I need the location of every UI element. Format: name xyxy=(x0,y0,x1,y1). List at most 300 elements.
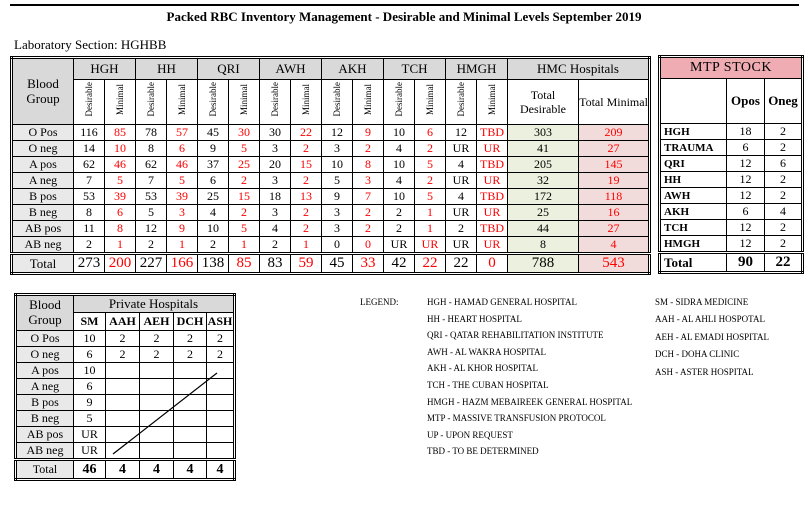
hospital-value: 4 xyxy=(207,460,235,480)
oneg-value: 22 xyxy=(765,253,803,273)
minimal-value: UR xyxy=(477,141,508,157)
minimal-value: UR xyxy=(477,173,508,189)
oneg-value: 2 xyxy=(765,188,803,204)
mtp-row-label: TCH xyxy=(660,220,727,236)
minimal-value: 7 xyxy=(353,189,384,205)
mtp-total-row xyxy=(660,253,803,273)
minimal-value: 46 xyxy=(167,157,198,173)
desirable-header-cell xyxy=(322,80,353,125)
hospital-value xyxy=(207,379,235,395)
minimal-value: 2 xyxy=(353,205,384,221)
minimal-value: 2 xyxy=(229,173,260,189)
minimal-value: 5 xyxy=(415,157,446,173)
total-minimal-value: 4 xyxy=(579,237,650,254)
blood-group-label: B pos xyxy=(16,395,74,411)
total-desirable-value: 303 xyxy=(508,125,579,141)
desirable-value: 10 xyxy=(384,189,415,205)
desirable-value: 116 xyxy=(74,125,105,141)
desirable-value: 14 xyxy=(74,141,105,157)
private-column-header-aeh: AEH xyxy=(140,313,174,331)
hospital-header-akh: AKH xyxy=(322,58,384,80)
minimal-value: 2 xyxy=(353,221,384,237)
desirable-value: 20 xyxy=(260,157,291,173)
hospital-value: 2 xyxy=(207,347,235,363)
mtp-row-label: Total xyxy=(660,253,727,273)
minimal-value: 1 xyxy=(229,237,260,254)
legend-item: QRI - QATAR REHABILITATION INSTITUTE xyxy=(427,330,604,341)
minimal-header: Minimal xyxy=(363,84,373,115)
legend-item: HGH - HAMAD GENERAL HOSPITAL xyxy=(427,297,577,307)
total-desirable-value: 32 xyxy=(508,173,579,189)
desirable-value: 10 xyxy=(384,157,415,173)
blood-group-label: O Pos xyxy=(16,331,74,347)
minimal-value: TBD xyxy=(477,221,508,237)
minimal-header-cell xyxy=(105,80,136,125)
total-minimal-value: 118 xyxy=(579,189,650,205)
table-row xyxy=(12,141,650,157)
desirable-value: 10 xyxy=(322,157,353,173)
desirable-value: 7 xyxy=(136,173,167,189)
desirable-header-cell xyxy=(260,80,291,125)
blood-group-label: B neg xyxy=(16,411,74,427)
hospital-value: 2 xyxy=(106,331,140,347)
legend-item: HH - HEART HOSPITAL xyxy=(427,313,522,324)
minimal-value: 39 xyxy=(105,189,136,205)
private-row xyxy=(16,379,235,395)
minimal-value: 2 xyxy=(291,141,322,157)
desirable-header-cell xyxy=(384,80,415,125)
minimal-value: 1 xyxy=(167,237,198,254)
mtp-row-label: AWH xyxy=(660,188,727,204)
desirable-value: 22 xyxy=(446,254,477,274)
desirable-header: Desirable xyxy=(394,82,404,117)
table-row xyxy=(12,237,650,254)
oneg-value: 4 xyxy=(765,204,803,220)
blood-group-label: O Pos xyxy=(12,125,74,141)
minimal-value: 5 xyxy=(229,221,260,237)
minimal-value: 9 xyxy=(353,125,384,141)
minimal-header: Minimal xyxy=(487,84,497,115)
hospital-value xyxy=(207,363,235,379)
minimal-header-cell xyxy=(415,80,446,125)
minimal-value: 3 xyxy=(353,173,384,189)
hospital-value: 4 xyxy=(174,460,207,480)
oneg-column-header: Oneg xyxy=(765,79,803,124)
minimal-value: 22 xyxy=(415,254,446,274)
opos-value: 12 xyxy=(727,188,765,204)
hospital-value xyxy=(140,363,174,379)
total-desirable-value: 41 xyxy=(508,141,579,157)
desirable-value: 5 xyxy=(322,173,353,189)
legend-item: AWH - AL WAKRA HOSPITAL xyxy=(427,346,547,357)
table-row xyxy=(12,189,650,205)
hospital-header-hmgh: HMGH xyxy=(446,58,508,80)
minimal-value: 8 xyxy=(353,157,384,173)
blood-group-label: B pos xyxy=(12,189,74,205)
mtp-row-label: QRI xyxy=(660,156,727,172)
hospital-header-hgh: HGH xyxy=(74,58,136,80)
minimal-header: Minimal xyxy=(115,84,125,115)
minimal-value: 1 xyxy=(291,237,322,254)
desirable-value: 12 xyxy=(136,221,167,237)
minimal-header-cell xyxy=(291,80,322,125)
desirable-header: Desirable xyxy=(146,82,156,117)
private-row xyxy=(16,347,235,363)
mtp-row-label: HGH xyxy=(660,124,727,140)
private-row xyxy=(16,395,235,411)
hospital-value: 6 xyxy=(74,379,106,395)
desirable-value: 83 xyxy=(260,254,291,274)
desirable-value: 2 xyxy=(384,205,415,221)
main-inventory-table xyxy=(10,56,651,275)
blood-group-label: Total xyxy=(16,460,74,480)
total-desirable-header: Total Desirable xyxy=(508,80,579,125)
legend-item: DCH - DOHA CLINIC xyxy=(655,349,740,360)
hospital-value: 2 xyxy=(207,331,235,347)
desirable-value: 3 xyxy=(322,141,353,157)
desirable-value: 2 xyxy=(446,221,477,237)
hospital-value xyxy=(207,443,235,460)
private-row xyxy=(16,363,235,379)
total-desirable-value: 788 xyxy=(508,254,579,274)
hospital-value xyxy=(140,443,174,460)
desirable-value: 30 xyxy=(260,125,291,141)
desirable-value: 2 xyxy=(384,221,415,237)
main-header-row-hospitals xyxy=(12,58,650,80)
hospital-value xyxy=(106,443,140,460)
hospital-value xyxy=(106,379,140,395)
mtp-stock-table xyxy=(658,55,804,274)
minimal-value: 85 xyxy=(105,125,136,141)
private-hospitals-table xyxy=(14,293,236,481)
main-table-head xyxy=(12,58,650,125)
minimal-value: 2 xyxy=(353,141,384,157)
desirable-value: 0 xyxy=(322,237,353,254)
table-row xyxy=(12,205,650,221)
mtp-row xyxy=(660,140,803,156)
minimal-value: 5 xyxy=(415,189,446,205)
table-row xyxy=(12,173,650,189)
legend-item: TCH - THE CUBAN HOSPITAL xyxy=(427,379,549,390)
desirable-value: 4 xyxy=(446,157,477,173)
minimal-value: 6 xyxy=(415,125,446,141)
total-minimal-header: Total Minimal xyxy=(579,80,650,125)
minimal-value: 1 xyxy=(415,205,446,221)
blood-group-label: A pos xyxy=(16,363,74,379)
total-desirable-value: 8 xyxy=(508,237,579,254)
oneg-value: 2 xyxy=(765,220,803,236)
private-header-row-title xyxy=(16,295,235,313)
legend-item: MTP - MASSIVE TRANSFUSION PROTOCOL xyxy=(427,413,606,424)
hospital-value xyxy=(174,395,207,411)
total-minimal-value: 27 xyxy=(579,221,650,237)
mtp-table-head xyxy=(660,57,803,124)
hospital-value: 4 xyxy=(140,460,174,480)
main-table-body xyxy=(12,125,650,274)
total-minimal-value: 19 xyxy=(579,173,650,189)
desirable-header: Desirable xyxy=(208,82,218,117)
minimal-header-cell xyxy=(167,80,198,125)
minimal-value: 2 xyxy=(415,173,446,189)
desirable-value: 8 xyxy=(74,205,105,221)
mtp-row xyxy=(660,172,803,188)
minimal-header-cell xyxy=(477,80,508,125)
minimal-value: 33 xyxy=(353,254,384,274)
minimal-value: 6 xyxy=(167,141,198,157)
desirable-value: 45 xyxy=(322,254,353,274)
minimal-value: TBD xyxy=(477,189,508,205)
table-row xyxy=(12,221,650,237)
table-row xyxy=(12,125,650,141)
opos-value: 12 xyxy=(727,156,765,172)
desirable-value: 2 xyxy=(198,237,229,254)
desirable-value: 3 xyxy=(322,205,353,221)
hospital-value xyxy=(174,363,207,379)
desirable-value: 42 xyxy=(384,254,415,274)
hospital-header-tch: TCH xyxy=(384,58,446,80)
legend-item: TBD - TO BE DETERMINED xyxy=(427,446,539,457)
hospital-value: 46 xyxy=(74,460,106,480)
minimal-value: TBD xyxy=(477,125,508,141)
total-desirable-value: 25 xyxy=(508,205,579,221)
minimal-value: 8 xyxy=(105,221,136,237)
desirable-header-cell xyxy=(446,80,477,125)
desirable-value: 9 xyxy=(322,189,353,205)
desirable-value: 11 xyxy=(74,221,105,237)
mtp-row xyxy=(660,220,803,236)
mtp-row-label: AKH xyxy=(660,204,727,220)
minimal-value: 13 xyxy=(291,189,322,205)
desirable-value: 10 xyxy=(384,125,415,141)
minimal-value: 1 xyxy=(415,221,446,237)
total-minimal-value: 145 xyxy=(579,157,650,173)
grand-total-row xyxy=(12,254,650,274)
opos-value: 12 xyxy=(727,220,765,236)
desirable-value: UR xyxy=(446,141,477,157)
minimal-value: UR xyxy=(477,237,508,254)
desirable-value: 25 xyxy=(198,189,229,205)
desirable-value: UR xyxy=(384,237,415,254)
minimal-value: 39 xyxy=(167,189,198,205)
desirable-header: Desirable xyxy=(332,82,342,117)
hospital-value xyxy=(106,411,140,427)
desirable-value: 8 xyxy=(136,141,167,157)
hospital-value xyxy=(174,411,207,427)
desirable-header-cell xyxy=(136,80,167,125)
private-column-header-ash: ASH xyxy=(207,313,235,331)
hospital-header-hh: HH xyxy=(136,58,198,80)
desirable-value: 45 xyxy=(198,125,229,141)
mtp-table-body xyxy=(660,124,803,273)
hospital-value xyxy=(140,411,174,427)
desirable-value: 4 xyxy=(446,189,477,205)
desirable-value: 18 xyxy=(260,189,291,205)
blood-group-label: AB pos xyxy=(12,221,74,237)
minimal-value: 2 xyxy=(291,173,322,189)
minimal-value: 200 xyxy=(105,254,136,274)
desirable-value: 10 xyxy=(198,221,229,237)
desirable-value: 5 xyxy=(136,205,167,221)
minimal-header: Minimal xyxy=(239,84,249,115)
oneg-value: 2 xyxy=(765,140,803,156)
desirable-value: 53 xyxy=(74,189,105,205)
desirable-value: 4 xyxy=(260,221,291,237)
hospital-value: 2 xyxy=(106,347,140,363)
hospital-value xyxy=(140,395,174,411)
private-table-head xyxy=(16,295,235,331)
minimal-value: 25 xyxy=(229,157,260,173)
desirable-value: 138 xyxy=(198,254,229,274)
desirable-value: 2 xyxy=(260,237,291,254)
desirable-value: 9 xyxy=(198,141,229,157)
hospital-value xyxy=(106,363,140,379)
minimal-value: 2 xyxy=(229,205,260,221)
blood-group-label: A neg xyxy=(12,173,74,189)
minimal-value: 166 xyxy=(167,254,198,274)
desirable-value: 78 xyxy=(136,125,167,141)
hospital-value xyxy=(106,395,140,411)
private-column-header-aah: AAH xyxy=(106,313,140,331)
desirable-value: UR xyxy=(446,237,477,254)
mtp-row xyxy=(660,204,803,220)
legend-item: AAH - AL AHLI HOSPOTAL xyxy=(655,314,765,325)
page-title: Packed RBC Inventory Management - Desirable and Minimal Levels September 2019 xyxy=(166,9,642,24)
legend-item: HMGH - HAZM MEBAIREEK GENERAL HOSPITAL xyxy=(427,396,633,407)
desirable-value: 3 xyxy=(260,141,291,157)
desirable-value: 62 xyxy=(136,157,167,173)
blood-group-label: O neg xyxy=(12,141,74,157)
hospital-header-qri: QRI xyxy=(198,58,260,80)
blood-group-label: Total xyxy=(12,254,74,274)
desirable-header: Desirable xyxy=(84,82,94,117)
minimal-value: TBD xyxy=(477,157,508,173)
private-column-header-dch: DCH xyxy=(174,313,207,331)
desirable-header-cell xyxy=(198,80,229,125)
blood-group-label: AB pos xyxy=(16,427,74,443)
legend-item: UP - UPON REQUEST xyxy=(427,429,513,440)
mtp-row xyxy=(660,124,803,140)
desirable-header: Desirable xyxy=(456,82,466,117)
blood-group-label: AB neg xyxy=(16,443,74,460)
legend-label: LEGEND: xyxy=(360,297,399,307)
mtp-row-label: HH xyxy=(660,172,727,188)
total-desirable-value: 205 xyxy=(508,157,579,173)
hospital-value xyxy=(207,411,235,427)
minimal-value: 5 xyxy=(105,173,136,189)
desirable-value: 37 xyxy=(198,157,229,173)
legend-item: SM - SIDRA MEDICINE xyxy=(655,297,749,307)
oneg-value: 2 xyxy=(765,124,803,140)
legend-item: AEH - AL EMADI HOSPITAL xyxy=(655,331,769,342)
minimal-header: Minimal xyxy=(301,84,311,115)
minimal-value: 57 xyxy=(167,125,198,141)
total-minimal-value: 543 xyxy=(579,254,650,274)
minimal-value: 5 xyxy=(229,141,260,157)
total-desirable-value: 44 xyxy=(508,221,579,237)
legend-item: ASH - ASTER HOSPITAL xyxy=(655,366,754,377)
minimal-value: 10 xyxy=(105,141,136,157)
hospital-value xyxy=(174,427,207,443)
main-header-row-sub xyxy=(12,80,650,125)
hospital-value: 9 xyxy=(74,395,106,411)
blood-group-header: Blood Group xyxy=(12,58,74,125)
opos-value: 12 xyxy=(727,236,765,253)
desirable-value: 6 xyxy=(198,173,229,189)
mtp-row-label: HMGH xyxy=(660,236,727,253)
private-row xyxy=(16,331,235,347)
minimal-value: 2 xyxy=(291,205,322,221)
oneg-value: 2 xyxy=(765,236,803,253)
desirable-header-cell xyxy=(74,80,105,125)
hospital-value: UR xyxy=(74,427,106,443)
top-divider-rule xyxy=(10,4,799,6)
hmc-hospitals-header: HMC Hospitals xyxy=(508,58,650,80)
blood-group-label: B neg xyxy=(12,205,74,221)
desirable-value: 4 xyxy=(198,205,229,221)
minimal-value: 0 xyxy=(353,237,384,254)
minimal-value: 15 xyxy=(291,157,322,173)
oneg-value: 2 xyxy=(765,172,803,188)
minimal-value: UR xyxy=(477,205,508,221)
minimal-value: 3 xyxy=(167,205,198,221)
hospital-value xyxy=(140,427,174,443)
hospital-value xyxy=(207,395,235,411)
minimal-header: Minimal xyxy=(177,84,187,115)
desirable-value: 273 xyxy=(74,254,105,274)
opos-value: 6 xyxy=(727,204,765,220)
hospital-header-awh: AWH xyxy=(260,58,322,80)
desirable-value: 3 xyxy=(260,205,291,221)
mtp-row xyxy=(660,188,803,204)
minimal-value: 2 xyxy=(415,141,446,157)
private-hospitals-header: Private Hospitals xyxy=(74,295,235,313)
desirable-value: UR xyxy=(446,205,477,221)
minimal-value: 6 xyxy=(105,205,136,221)
mtp-corner-cell xyxy=(660,79,727,124)
total-minimal-value: 16 xyxy=(579,205,650,221)
mtp-row xyxy=(660,236,803,253)
opos-value: 12 xyxy=(727,172,765,188)
hospital-value: 2 xyxy=(174,347,207,363)
private-total-row xyxy=(16,460,235,480)
hospital-value xyxy=(106,427,140,443)
total-minimal-value: 209 xyxy=(579,125,650,141)
hospital-value xyxy=(174,379,207,395)
private-row xyxy=(16,411,235,427)
hospital-value xyxy=(207,427,235,443)
oneg-value: 6 xyxy=(765,156,803,172)
blood-group-label: A pos xyxy=(12,157,74,173)
mtp-header-row xyxy=(660,79,803,124)
blood-group-header: Blood Group xyxy=(16,295,74,331)
opos-value: 90 xyxy=(727,253,765,273)
desirable-value: 227 xyxy=(136,254,167,274)
minimal-value: 1 xyxy=(105,237,136,254)
desirable-value: 2 xyxy=(74,237,105,254)
hospital-value: 2 xyxy=(174,331,207,347)
minimal-value: 9 xyxy=(167,221,198,237)
hospital-value: 5 xyxy=(74,411,106,427)
desirable-value: 7 xyxy=(74,173,105,189)
minimal-value: 85 xyxy=(229,254,260,274)
hospital-value: UR xyxy=(74,443,106,460)
legend-list-right xyxy=(655,297,769,384)
minimal-value: 5 xyxy=(167,173,198,189)
opos-value: 6 xyxy=(727,140,765,156)
minimal-value: UR xyxy=(415,237,446,254)
opos-column-header: Opos xyxy=(727,79,765,124)
mtp-row-label: TRAUMA xyxy=(660,140,727,156)
